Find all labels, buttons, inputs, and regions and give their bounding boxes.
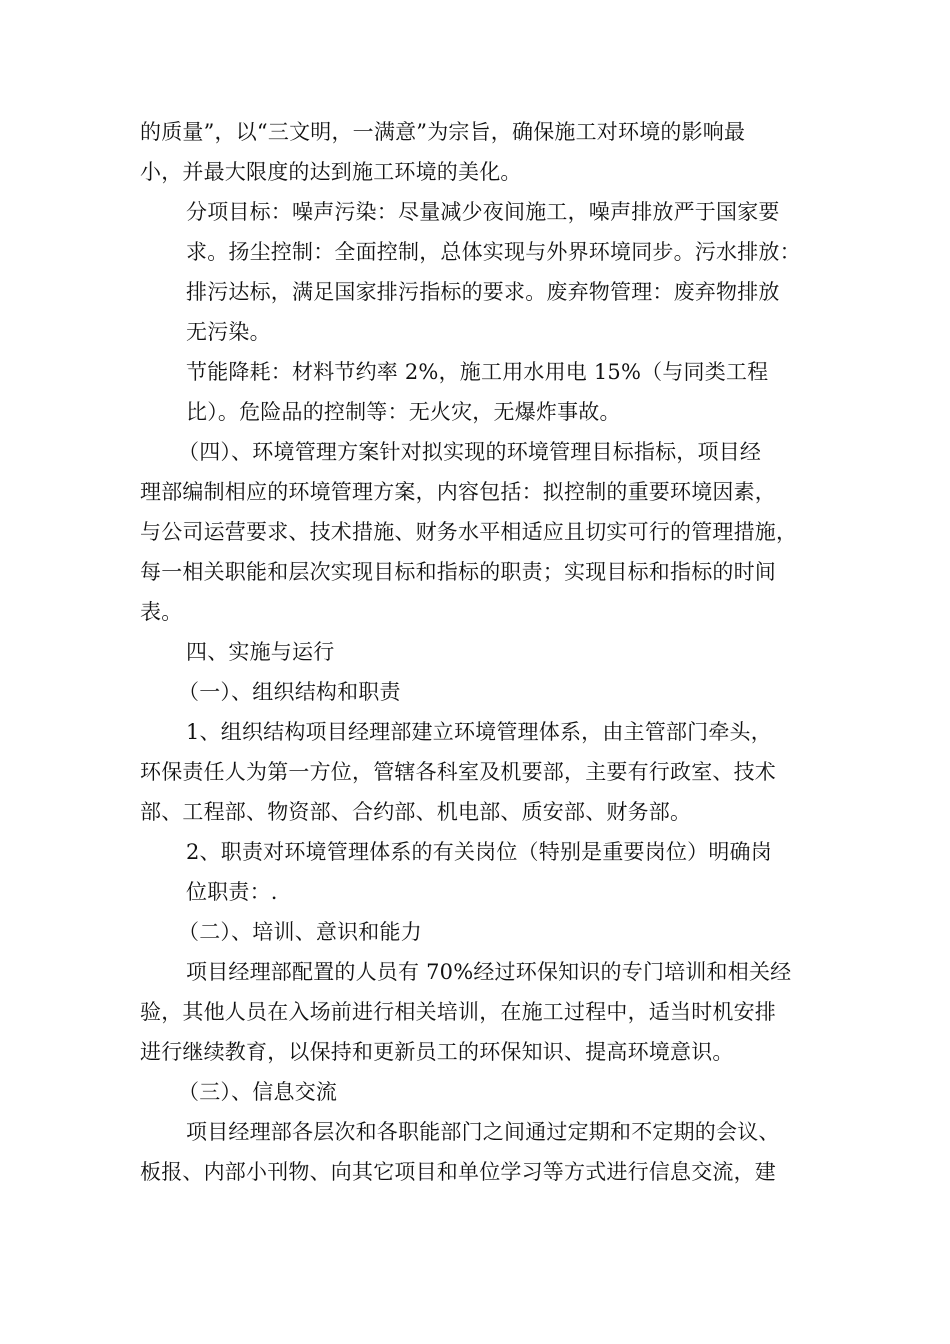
text-line: 项目经理部各层次和各职能部门之间通过定期和不定期的会议、: [186, 1120, 780, 1144]
section-heading: 四、实施与运行: [186, 640, 335, 664]
text-line: 2、职责对环境管理体系的有关岗位（特别是重要岗位）明确岗: [186, 840, 772, 864]
text-line: 环保责任人为第一方位，管辖各科室及机要部，主要有行政室、技术: [140, 760, 776, 784]
subsection-heading: （一）、组织结构和职责: [178, 680, 401, 704]
text-line: 1、组织结构项目经理部建立环境管理体系，由主管部门牵头，: [186, 720, 772, 744]
text-line: 比）。危险品的控制等：无火灾，无爆炸事故。: [186, 400, 621, 424]
text-line: 节能降耗：材料节约率 2%，施工用水用电 15%（与同类工程: [186, 360, 769, 384]
text-line: 项目经理部配置的人员有 70%经过环保知识的专门培训和相关经: [186, 960, 792, 984]
text-line: 进行继续教育，以保持和更新员工的环保知识、提高环境意识。: [140, 1040, 734, 1064]
text-line: 位职责：.: [186, 880, 278, 904]
text-line: 部、工程部、物资部、合约部、机电部、质安部、财务部。: [140, 800, 692, 824]
text-line: 排污达标，满足国家排污指标的要求。废弃物管理：废弃物排放: [186, 280, 780, 304]
subsection-heading: （二）、培训、意识和能力: [178, 920, 422, 944]
text-line: 板报、内部小刊物、向其它项目和单位学习等方式进行信息交流，建: [140, 1160, 776, 1184]
subsection-heading: （三）、信息交流: [178, 1080, 338, 1104]
text-line: （四）、环境管理方案针对拟实现的环境管理目标指标，项目经: [178, 440, 762, 464]
text-line: 无污染。: [186, 320, 271, 344]
text-line: 求。扬尘控制：全面控制，总体实现与外界环境同步。污水排放：: [186, 240, 801, 264]
text-line: 的质量”，以“三文明，一满意”为宗旨，确保施工对环境的影响最: [140, 120, 746, 144]
text-line: 理部编制相应的环境管理方案，内容包括：拟控制的重要环境因素，: [140, 480, 776, 504]
text-line: 表。: [140, 600, 183, 624]
text-line: 验，其他人员在入场前进行相关培训，在施工过程中，适当时机安排: [140, 1000, 776, 1024]
text-line: 分项目标：噪声污染：尽量减少夜间施工，噪声排放严于国家要: [186, 200, 780, 224]
text-line: 与公司运营要求、技术措施、财务水平相适应且切实可行的管理措施，: [140, 520, 798, 544]
text-line: 小，并最大限度的达到施工环境的美化。: [140, 160, 522, 184]
text-line: 每一相关职能和层次实现目标和指标的职责；实现目标和指标的时间: [140, 560, 776, 584]
